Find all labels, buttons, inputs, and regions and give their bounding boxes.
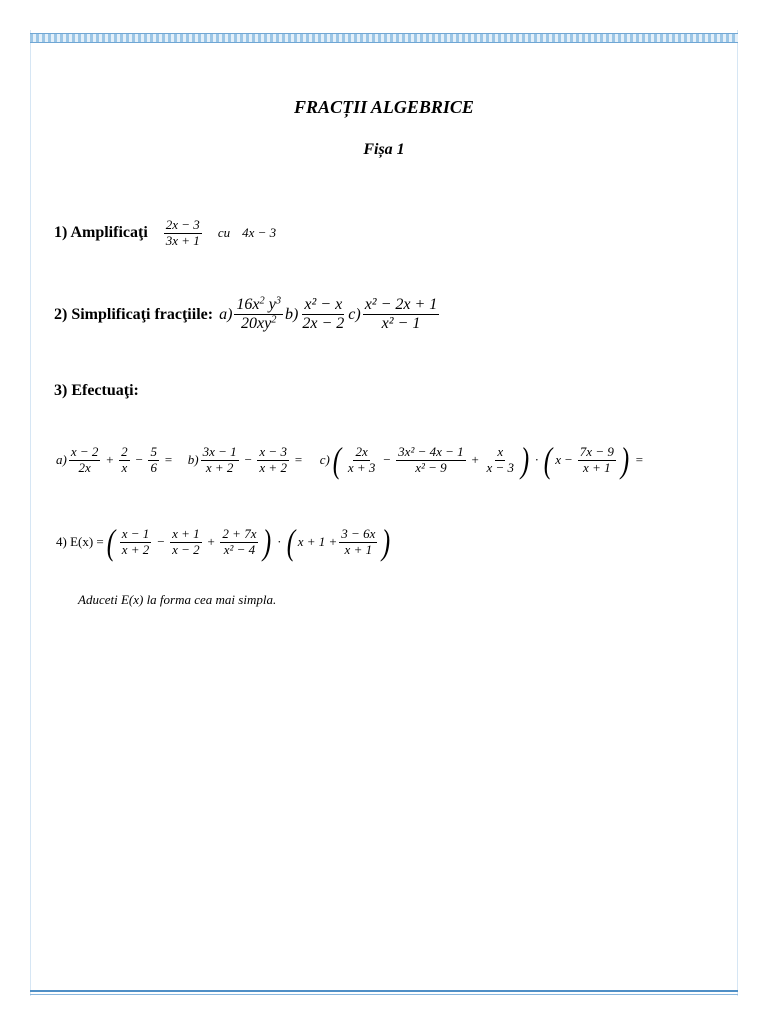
item-tag-a: a)	[219, 305, 233, 323]
fraction-numerator: 2	[121, 443, 128, 459]
fraction-denominator: x	[121, 459, 128, 475]
fraction	[119, 445, 130, 476]
exercise-4-note: Aduceti E(x) la forma cea mai simpla.	[78, 592, 277, 607]
exercise-1-label: 1) Amplificaţi	[54, 224, 148, 242]
fraction-denominator: $20xy^2$	[241, 314, 277, 333]
dot-sign: ·	[534, 452, 539, 467]
fraction	[396, 445, 465, 476]
minus-sign: −	[156, 534, 166, 549]
exercise-4	[56, 524, 393, 560]
minus-sign: −	[243, 452, 253, 467]
fraction-numerator: 7x − 9	[579, 443, 614, 459]
exercise-2	[54, 296, 441, 334]
fraction-numerator: x − 2	[70, 443, 99, 459]
fraction-numerator: 2x	[355, 443, 368, 459]
fraction-numerator: $16x^2$ $y^3$	[234, 296, 283, 315]
left-paren: (	[286, 522, 295, 562]
fraction-numerator: x − 3	[259, 443, 287, 459]
fraction-denominator: 6	[150, 459, 157, 475]
minus-sign: −	[134, 452, 144, 467]
equals-sign: =	[163, 452, 173, 467]
fraction-denominator: x² − 9	[415, 459, 447, 475]
factor: 4x − 3	[242, 225, 277, 241]
fraction-denominator: x + 3	[347, 459, 376, 475]
fraction	[484, 445, 516, 476]
fraction-denominator: x + 1	[583, 459, 611, 475]
exercise-3	[54, 382, 145, 400]
page-title: FRACȚII ALGEBRICE	[294, 97, 474, 117]
fraction-numerator: x − 1	[121, 525, 150, 541]
fraction-c	[363, 296, 440, 334]
fraction	[170, 527, 202, 558]
fraction-denominator: x − 2	[172, 541, 200, 557]
fraction	[164, 218, 202, 249]
item-tag-b: b)	[285, 305, 299, 323]
page-frame	[30, 30, 738, 996]
exercise-4-label: 4) E(x) =	[56, 534, 104, 549]
cu-word: cu	[217, 225, 231, 241]
left-paren: (	[332, 440, 342, 480]
fraction-denominator: x + 2	[259, 459, 287, 475]
fraction-denominator: x + 1	[344, 541, 373, 557]
fraction-numerator: x² − x	[302, 296, 344, 315]
fraction	[346, 445, 378, 476]
fraction-numerator: x + 1	[172, 525, 200, 541]
item-tag-c: c)	[319, 452, 330, 467]
fraction-a	[234, 296, 283, 334]
fraction	[148, 445, 159, 476]
fraction-denominator: x + 2	[205, 459, 234, 475]
fraction	[69, 445, 101, 476]
exercise-3-expressions	[56, 442, 647, 478]
fraction-numerator: 3x² − 4x − 1	[398, 443, 464, 459]
decorative-bottom-border	[30, 990, 738, 995]
fraction-denominator: 2x − 2	[302, 315, 345, 333]
fraction-numerator: 2x − 3	[165, 217, 200, 232]
dot-sign: ·	[277, 534, 281, 549]
minus-sign: −	[564, 452, 573, 467]
lead-term: x + 1 +	[297, 534, 338, 549]
item-tag-c: c)	[348, 305, 361, 323]
right-paren: )	[263, 522, 272, 562]
item-tag-a: a)	[56, 452, 67, 467]
equals-sign: =	[293, 452, 303, 467]
left-paren: (	[544, 440, 553, 480]
fraction-numerator: 2 + 7x	[222, 525, 257, 541]
fraction-numerator: x² − 2x + 1	[363, 296, 440, 315]
fraction-denominator: x² − 1	[381, 315, 421, 333]
fraction-numerator: x	[497, 443, 504, 459]
item-tag-b: b)	[187, 452, 199, 467]
fraction	[201, 445, 239, 476]
fraction-numerator: 3x − 1	[202, 443, 237, 459]
fraction-denominator: 3x + 1	[165, 232, 200, 248]
plus-sign: +	[105, 452, 115, 467]
left-paren: (	[106, 522, 115, 562]
fraction	[120, 527, 152, 558]
fraction	[257, 445, 289, 476]
right-paren: )	[382, 522, 391, 562]
right-paren: )	[520, 440, 530, 480]
fraction-denominator: x + 2	[121, 541, 150, 557]
fraction	[578, 445, 616, 476]
exercise-2-label: 2) Simplificaţi fracţiile:	[54, 305, 214, 323]
right-paren: )	[620, 440, 630, 480]
fraction-denominator: x − 3	[486, 459, 514, 475]
plus-sign: +	[470, 452, 480, 467]
page-subtitle: Fișa 1	[363, 141, 405, 158]
variable-x: x	[555, 452, 562, 467]
equals-sign: =	[634, 452, 644, 467]
fraction-numerator: 5	[150, 443, 157, 459]
decorative-top-border	[30, 33, 738, 43]
fraction	[220, 527, 258, 558]
exercise-3-label: 3) Efectuaţi:	[54, 382, 139, 399]
fraction	[339, 527, 377, 558]
minus-sign: −	[382, 452, 392, 467]
fraction-b	[300, 296, 346, 334]
plus-sign: +	[206, 534, 216, 549]
fraction-denominator: x² − 4	[223, 541, 256, 557]
fraction-numerator: 3 − 6x	[341, 525, 376, 541]
fraction-denominator: 2x	[78, 459, 91, 475]
exercise-1	[54, 218, 276, 249]
